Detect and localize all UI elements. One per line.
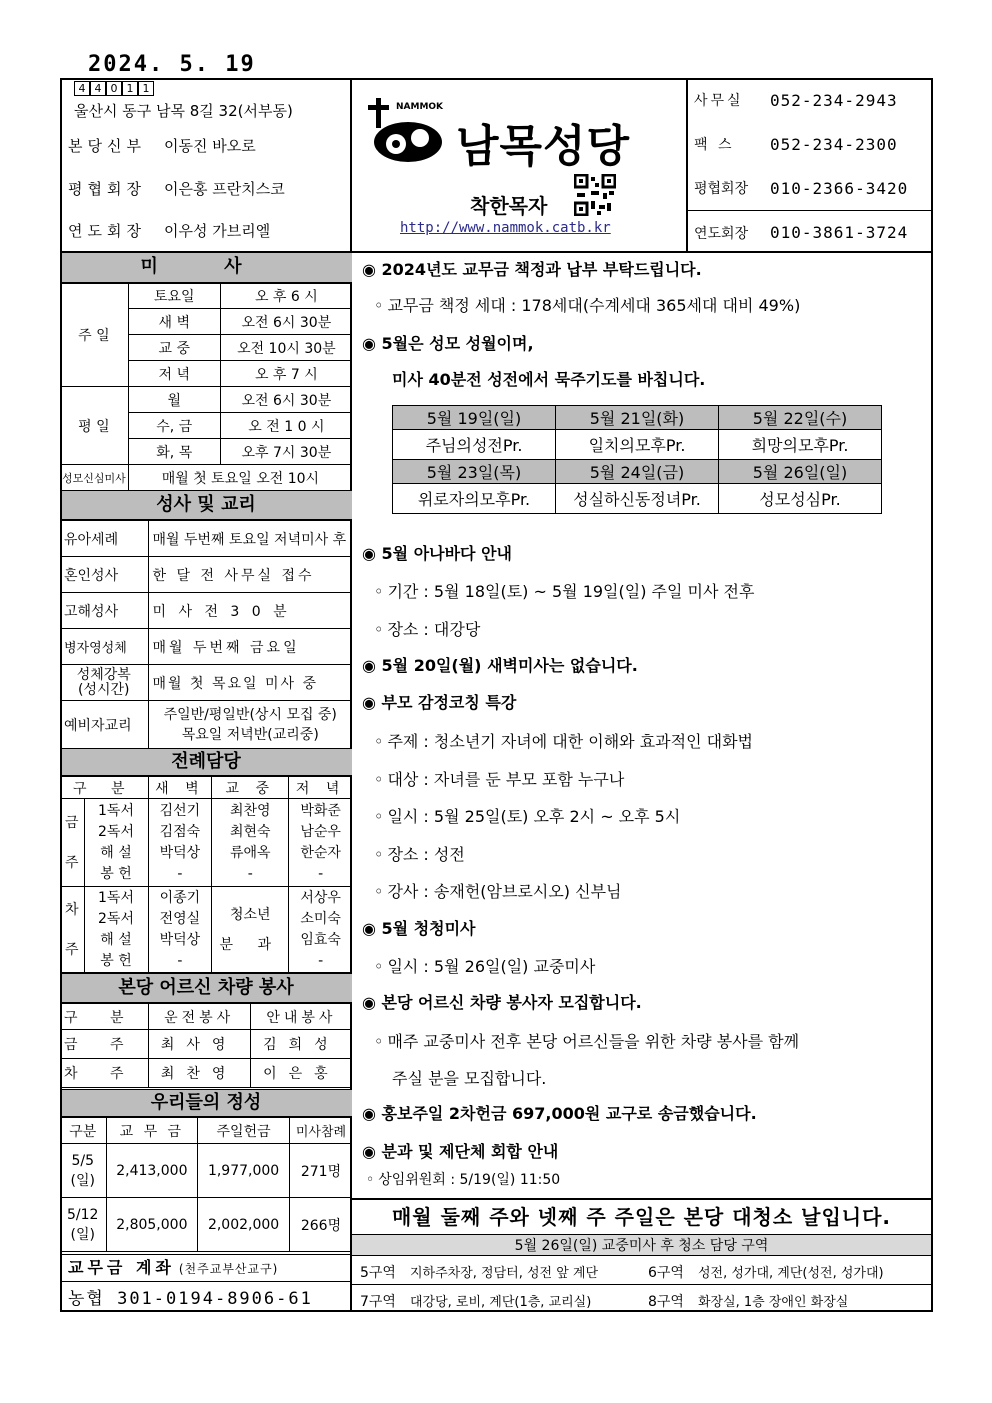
rosary-date: 5월 23일(목): [393, 460, 556, 484]
account-org: (천주교부산교구): [178, 1262, 279, 1276]
vehicle-driver: 최사영: [148, 1030, 250, 1059]
offering-day-text: (일): [70, 1226, 95, 1243]
target-bullet-icon: ◉: [362, 544, 382, 563]
pastor-label: 본당신부: [68, 137, 146, 155]
zone-area: 대강당, 로비, 계단(1층, 교리실): [409, 1295, 592, 1310]
sacrament-value: 매월 첫 목요일 미사 중: [148, 665, 352, 701]
announcement-title: 분과 및 제단체 회합 안내: [381, 1142, 559, 1161]
rosary-date: 5월 19일(일): [393, 406, 556, 430]
offering-date-text: 5/5: [71, 1152, 95, 1169]
vehicle-guide: 이은홍: [250, 1059, 352, 1088]
weekday-label: 평 일: [60, 387, 128, 465]
mass-day: 새 벽: [128, 309, 220, 335]
target-bullet-icon: ◉: [362, 334, 382, 353]
vehicle-guide: 김희성: [250, 1030, 352, 1059]
liturgy-header: 구 분: [60, 777, 148, 799]
cleaning-subtitle: 5월 26일(일) 교중미사 후 청소 담당 구역: [352, 1234, 931, 1256]
reader: 분 과: [219, 936, 282, 953]
contact-label: 연도회장: [694, 225, 749, 242]
contact-label: 사무실: [694, 93, 744, 109]
announcement-line: ◦ 대상 : 자녀를 둔 부모 포함 누구나: [374, 767, 624, 790]
rosary-date: 5월 26일(일): [719, 460, 882, 484]
zone-label: 7구역: [360, 1294, 396, 1310]
sacraments-title: 성사 및 교리: [60, 490, 352, 520]
reader: 청소년: [229, 906, 271, 923]
rosary-date: 5월 24일(금): [556, 460, 719, 484]
zone-area: 지하주차장, 정담터, 성전 앞 계단: [409, 1266, 599, 1281]
vehicle-header: 구 분: [60, 1004, 148, 1030]
mass-day: 토요일: [128, 284, 220, 309]
mass-day: 화, 목: [128, 439, 220, 465]
sacrament-label: 유아세례: [60, 521, 148, 557]
target-bullet-icon: ◉: [362, 656, 382, 675]
rosary-group: 일치의모후Pr.: [556, 430, 719, 460]
target-bullet-icon: ◉: [362, 919, 382, 938]
rosary-group: 위로자의모후Pr.: [393, 484, 556, 514]
offering-tithe: 2,805,000: [106, 1198, 198, 1252]
reader: 한순자: [300, 844, 341, 861]
slogan: 착한목자: [470, 194, 548, 218]
church-name: 남목성당: [456, 121, 631, 172]
bulletin-date: 2024. 5. 19: [88, 52, 256, 77]
zip-digit: 4: [90, 81, 106, 96]
announcement-title: 5월 아나바다 안내: [381, 544, 512, 563]
offerings-header: 교 무 금: [106, 1118, 198, 1144]
offering-sunday: 1,977,000: [198, 1144, 290, 1198]
zone-area: 화장실, 1층 장애인 화장실: [697, 1295, 849, 1310]
vehicle-title: 본당 어르신 차량 봉사: [60, 973, 352, 1003]
reader: 소미숙: [300, 910, 341, 927]
offerings-header: 미사참례: [289, 1118, 352, 1144]
liturgy-header: 교 중: [212, 777, 289, 799]
mass-day: 수, 금: [128, 413, 220, 439]
sacrament-value: 매월 두번째 금요일: [148, 629, 352, 665]
zip-digit: 1: [122, 81, 138, 96]
reader: 임효숙: [300, 931, 341, 948]
offerings-title: 우리들의 정성: [60, 1089, 352, 1117]
contact-label: 팩 스: [694, 137, 735, 153]
sacrament-value: 매월 두번째 토요일 저녁미사 후: [148, 521, 352, 557]
contact-phone: 010-2366-3420: [770, 178, 909, 198]
sacrament-label: 고해성사: [60, 593, 148, 629]
rosary-group: 주님의성전Pr.: [393, 430, 556, 460]
rosary-group: 성모성심Pr.: [719, 484, 882, 514]
council-name: 이은홍 프란치스코: [164, 180, 285, 198]
announcement-line: ◦ 교무금 책정 세대 : 178세대(수계세대 365세대 대비 49%): [374, 293, 800, 316]
mass-day: 교 중: [128, 335, 220, 361]
announcement-title: 5월 청청미사: [381, 919, 476, 938]
marian-mass-time: 매월 첫 토요일 오전 10시: [128, 465, 352, 491]
announcement-line: ◦ 장소 : 성전: [374, 842, 465, 865]
sacrament-value: 미 사 전 3 0 분: [148, 593, 352, 629]
mass-day: 저 녁: [128, 361, 220, 387]
offering-attendance: 266명: [289, 1198, 352, 1252]
council-label: 평협회장: [68, 180, 146, 198]
reader: 최찬영: [229, 802, 271, 819]
rosary-group: 성실하신동정녀Pr.: [556, 484, 719, 514]
zip-digit: 1: [138, 81, 154, 96]
role: 1독서: [98, 802, 134, 819]
announcement-line: 주실 분을 모집합니다.: [392, 1069, 547, 1088]
announcement-title: 부모 감정코칭 특강: [381, 693, 517, 712]
vehicle-week: 차 주: [60, 1059, 148, 1088]
role: 해 설: [100, 844, 132, 861]
reader: -: [177, 865, 183, 882]
role: 해 설: [100, 931, 132, 948]
sacrament-label: 예비자교리: [60, 701, 148, 749]
account-number: 농협 301-0194-8906-61: [68, 1289, 313, 1309]
cleaning-title: 매월 둘째 주와 넷째 주 주일은 본당 대청소 날입니다.: [391, 1205, 892, 1229]
requiem-name: 이우성 가브리엘: [164, 222, 271, 240]
zone-label: 5구역: [360, 1265, 396, 1281]
next-week-label: 차주: [60, 887, 84, 973]
offerings-header: 주일헌금: [198, 1118, 290, 1144]
target-bullet-icon: ◉: [362, 1142, 382, 1161]
parish-website-link[interactable]: http://www.nammok.catb.kr: [400, 220, 611, 236]
requiem-label: 연도회장: [68, 222, 146, 240]
reader: 박덕상: [159, 931, 201, 948]
role: 2독서: [98, 823, 134, 840]
mass-time: 오전 10시 30분: [220, 335, 352, 361]
zip-digit: 0: [106, 81, 122, 96]
logo-small-text: NAMMOK: [396, 102, 444, 112]
reader: -: [247, 865, 253, 882]
vehicle-driver: 최찬영: [148, 1059, 250, 1088]
liturgy-title: 전례담당: [60, 748, 352, 776]
page-border: [60, 78, 933, 1312]
mass-time: 오전 6시 30분: [220, 387, 352, 413]
target-bullet-icon: ◉: [362, 260, 382, 279]
contact-phone: 052-234-2943: [770, 90, 898, 110]
announcement-line: ◦ 장소 : 대강당: [374, 617, 480, 640]
offering-sunday: 2,002,000: [198, 1198, 290, 1252]
announcement-title: 5월 20일(월) 새벽미사는 없습니다.: [381, 656, 638, 675]
reader: 서상우: [300, 889, 341, 906]
address: 울산시 동구 남목 8길 32(서부동): [74, 102, 293, 120]
zone-label: 8구역: [648, 1294, 684, 1310]
mass-title: 미 사: [60, 253, 352, 283]
mass-time: 오전 6시 30분: [220, 309, 352, 335]
offering-attendance: 271명: [289, 1144, 352, 1198]
role: 봉 헌: [100, 952, 132, 969]
sacrament-label-line: 성체강복: [76, 666, 131, 683]
role: 1독서: [98, 889, 134, 906]
zone-label: 6구역: [648, 1265, 684, 1281]
sunday-label: 주 일: [60, 284, 128, 387]
sacrament-label: 혼인성사: [60, 557, 148, 593]
reader: -: [318, 865, 324, 882]
announcement-line: ◦ 일시 : 5월 25일(토) 오후 2시 ~ 오후 5시: [374, 804, 680, 827]
rosary-date: 5월 21일(화): [556, 406, 719, 430]
offering-date-text: 5/12: [67, 1206, 99, 1223]
offerings-header: 구분: [60, 1118, 106, 1144]
this-week-label: 금주: [60, 799, 84, 887]
reader: 류애옥: [229, 844, 271, 861]
sacrament-label-line: (성시간): [78, 681, 130, 698]
reader: 남순우: [300, 823, 341, 840]
announcement-line: ◦ 강사 : 송재헌(암브로시오) 신부님: [374, 879, 622, 902]
role: 2독서: [98, 910, 134, 927]
announcement-title: 홍보주일 2차헌금 697,000원 교구로 송금했습니다.: [381, 1104, 757, 1123]
announcement-line: ◦ 일시 : 5월 26일(일) 교중미사: [374, 954, 595, 977]
contact-phone: 052-234-2300: [770, 134, 898, 154]
vehicle-header: 안내봉사: [250, 1004, 352, 1030]
target-bullet-icon: ◉: [362, 1104, 382, 1123]
target-bullet-icon: ◉: [362, 993, 382, 1012]
catechism-line: 목요일 저녁반(교리중): [181, 726, 319, 743]
offering-tithe: 2,413,000: [106, 1144, 198, 1198]
announcement-title: 미사 40분전 성전에서 묵주기도를 바칩니다.: [392, 370, 706, 389]
pastor-name: 이동진 바오로: [164, 137, 256, 155]
reader: 박화준: [300, 802, 341, 819]
reader: 김점숙: [159, 823, 201, 840]
account-label: 교무금 계좌: [68, 1258, 175, 1277]
role: 봉 헌: [100, 865, 132, 882]
reader: 김선기: [159, 802, 201, 819]
reader: 최현숙: [229, 823, 271, 840]
sacrament-value: 한 달 전 사무실 접수: [148, 557, 352, 593]
announcement-title: 2024년도 교무금 책정과 납부 부탁드립니다.: [381, 260, 702, 279]
mass-time: 오 후 7 시: [220, 361, 352, 387]
marian-mass-label: 성모신심미사: [60, 465, 128, 491]
announcement-line: ◦ 매주 교중미사 전후 본당 어르신들을 위한 차량 봉사를 함께: [374, 1029, 799, 1052]
vehicle-week: 금 주: [60, 1030, 148, 1059]
liturgy-header: 새 벽: [148, 777, 212, 799]
rosary-date: 5월 22일(수): [719, 406, 882, 430]
mass-time: 오 후 6 시: [220, 284, 352, 309]
mass-time: 오후 7시 30분: [220, 439, 352, 465]
vehicle-header: 운전봉사: [148, 1004, 250, 1030]
contact-phone: 010-3861-3724: [770, 223, 909, 242]
zone-area: 성전, 성가대, 계단(성전, 성가대): [697, 1266, 884, 1281]
liturgy-header: 저 녁: [289, 777, 352, 799]
reader: 전영실: [159, 910, 201, 927]
contact-label: 평협회장: [694, 181, 749, 197]
mass-day: 월: [128, 387, 220, 413]
rosary-group: 희망의모후Pr.: [719, 430, 882, 460]
catechism-line: 주일반/평일반(상시 모집 중): [163, 706, 337, 723]
sacrament-label: 병자영성체: [60, 629, 148, 665]
reader: -: [177, 952, 183, 969]
mass-time: 오 전 1 0 시: [220, 413, 352, 439]
zip-digit: 4: [74, 81, 90, 96]
offering-day-text: (일): [70, 1172, 95, 1189]
reader: 이종기: [159, 889, 201, 906]
announcement-line: ◦ 기간 : 5월 18일(토) ~ 5월 19일(일) 주일 미사 전후: [374, 579, 754, 602]
announcement-title: 5월은 성모 성월이며,: [381, 334, 534, 353]
target-bullet-icon: ◉: [362, 693, 382, 712]
announcement-line: ◦ 상임위원회 : 5/19(일) 11:50: [366, 1169, 560, 1189]
announcement-line: ◦ 주제 : 청소년기 자녀에 대한 이해와 효과적인 대화법: [374, 729, 753, 752]
reader: -: [318, 952, 324, 969]
announcement-title: 본당 어르신 차량 봉사자 모집합니다.: [381, 993, 642, 1012]
reader: 박덕상: [159, 844, 201, 861]
